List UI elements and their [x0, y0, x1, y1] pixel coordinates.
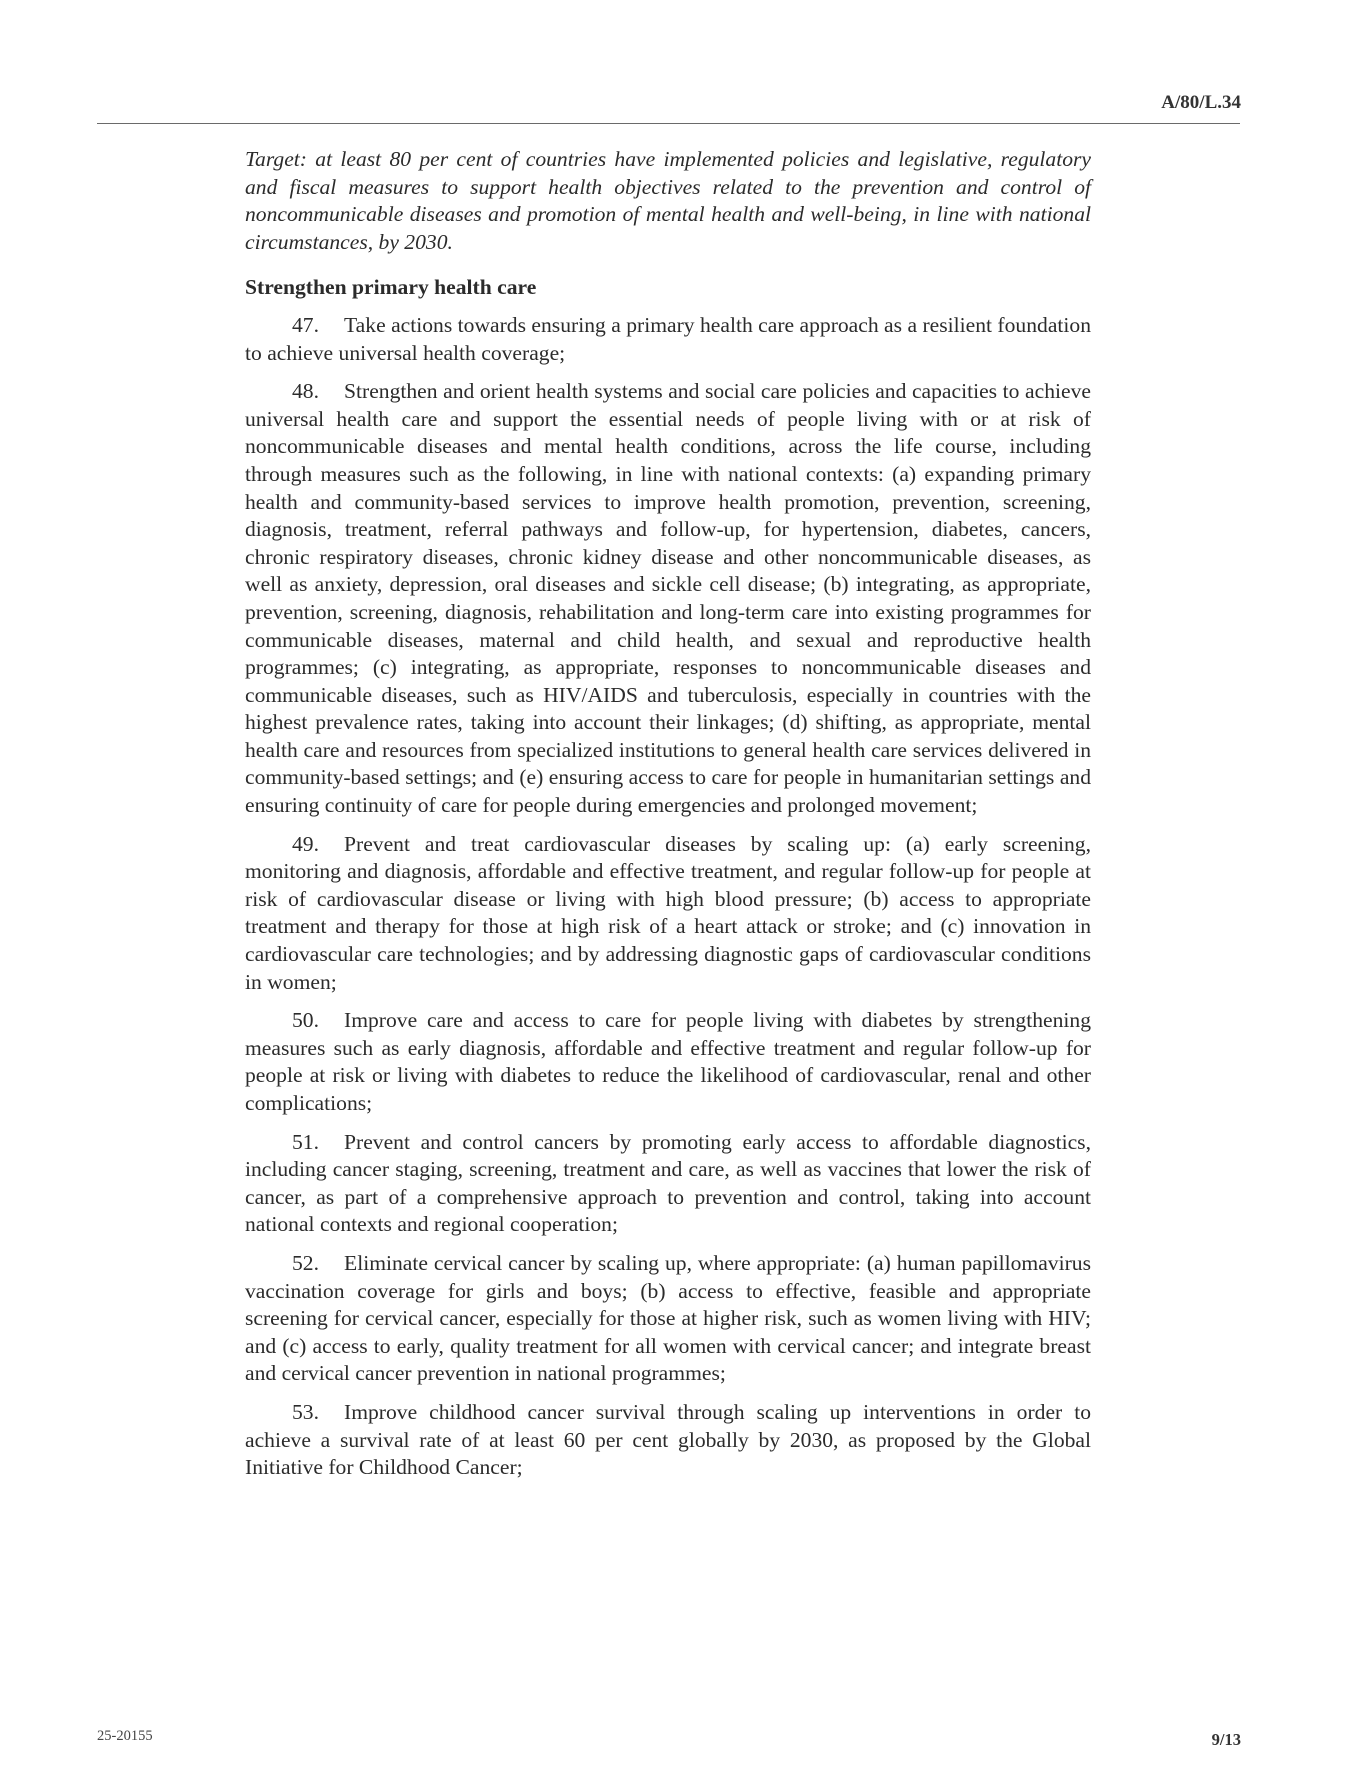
paragraph-52: [245, 1250, 1091, 1388]
target-statement: Target: at least 80 per cent of countries have implemented policies and legislative, regulatory and fiscal measures to support health objectives related to the prevention and control of noncommunicable diseases and promotion of mental health and well-being, in line with national circumstances, by 2030.: [245, 147, 1091, 254]
paragraph-53: [245, 1399, 1091, 1482]
section-heading: Strengthen primary health care: [245, 275, 537, 300]
paragraph-text: Prevent and control cancers by promoting early access to affordable diagnostics, including cancer staging, screening, treatment and care, as well as vaccines that lower the risk of cancer, as part of a comprehensive approach to prevention and control, taking into account national contexts and regional cooperation;: [245, 1129, 1091, 1237]
paragraph-number: 53.: [292, 1399, 319, 1424]
paragraph-number: 47.: [292, 312, 319, 337]
paragraph-text: Improve care and access to care for people living with diabetes by strengthening measures such as early diagnosis, affordable and effective treatment and regular follow-up for people at risk or living with diabetes to reduce the likelihood of cardiovascular, renal and other complications;: [245, 1008, 1091, 1115]
paragraph-number: 50.: [292, 1008, 319, 1033]
paragraph-text: Prevent and treat cardiovascular diseases by scaling up: (a) early screening, monitoring and diagnosis, affordable and effective treatment, and regular follow-up for people at risk of cardiovascular disease or living with high blood pressure; (b) access to appropriate treatment and therapy for those at high risk of a heart attack or stroke; and (c) innovation in cardiovascular care technologies; and by addressing diagnostic gaps of cardiovascular conditions in women;: [245, 831, 1091, 994]
paragraph-48: [245, 378, 1091, 820]
paragraph-number: 48.: [292, 379, 319, 404]
paragraph-text: Take actions towards ensuring a primary health care approach as a resilient foundation to achieve universal health coverage;: [245, 312, 1091, 365]
header-divider: [97, 123, 1240, 124]
paragraph-51: [245, 1129, 1091, 1239]
paragraph-text: Eliminate cervical cancer by scaling up, where appropriate: (a) human papillomavirus vaccination coverage for girls and boys; (b) access to effective, feasible and appropriate screening for cervical cancer, especially for those at higher risk, such as women living with HIV; and (c) access to early, quality treatment for all women with cervical cancer; and integrate breast and cervical cancer prevention in national programmes;: [245, 1250, 1091, 1386]
document-symbol: A/80/L.34: [1161, 92, 1241, 113]
paragraph-49: [245, 831, 1091, 997]
paragraph-text: Strengthen and orient health systems and social care policies and capacities to achieve universal health care and support the essential needs of people living with or at risk of noncommunicable diseases and mental health conditions, across the life course, including through measures such as the following, in line with national contexts: (a) expanding primary health and community-based services to improve health promotion, prevention, screening, diagnosis, treatment, referral pathways and follow-up, for hypertension, diabetes, cancers, chronic respiratory diseases, chronic kidney disease and other noncommunicable diseases, as well as anxiety, depression, oral diseases and sickle cell disease; (b) integrating, as appropriate, prevention, screening, diagnosis, rehabilitation and long-term care into existing programmes for communicable diseases, maternal and child health, and sexual and reproductive health programmes; (c) integrating, as appropriate, responses to noncommunicable diseases and communicable diseases, such as HIV/AIDS and tuberculosis, especially in countries with the highest prevalence rates, taking into account their linkages; (d) shifting, as appropriate, mental health care and resources from specialized institutions to general health care services delivered in community-based settings; and (e) ensuring access to care for people in humanitarian settings and ensuring continuity of care for people during emergencies and prolonged movement;: [245, 379, 1091, 818]
paragraph-number: 51.: [292, 1129, 319, 1154]
paragraph-47: [245, 312, 1091, 367]
job-number: 25-20155: [97, 1728, 153, 1744]
paragraph-text: Improve childhood cancer survival through scaling up interventions in order to achieve a survival rate of at least 60 per cent globally by 2030, as proposed by the Global Initiative for Childhood Cancer;: [245, 1399, 1091, 1480]
paragraph-50: [245, 1007, 1091, 1117]
paragraph-number: 52.: [292, 1250, 319, 1275]
paragraph-number: 49.: [292, 831, 319, 856]
document-body: [245, 146, 1091, 1493]
page-number: 9/13: [1211, 1730, 1241, 1749]
